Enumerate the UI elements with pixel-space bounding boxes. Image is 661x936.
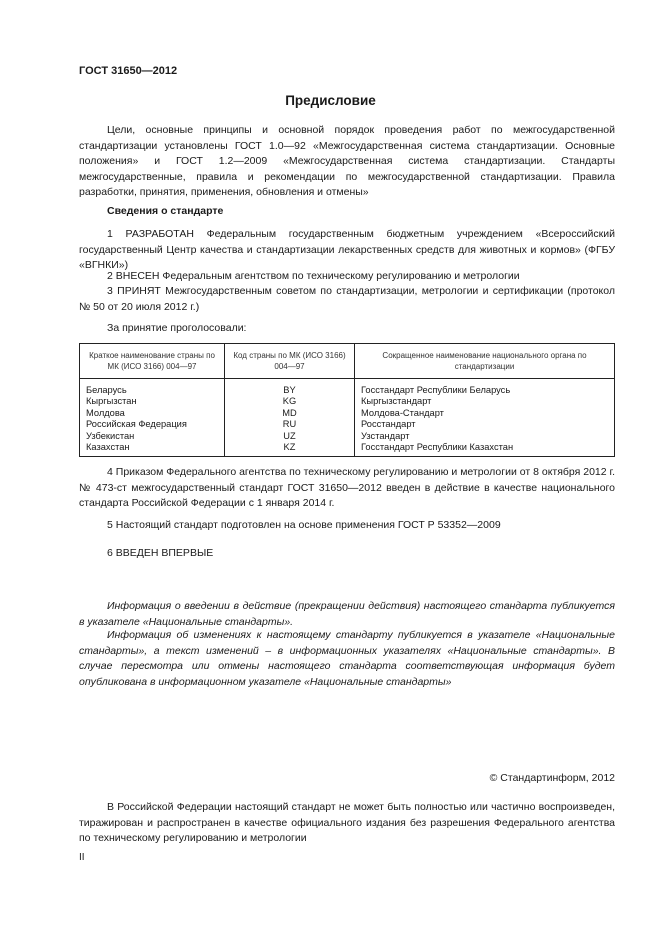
body-cell: Узстандарт bbox=[355, 431, 615, 442]
document-id: ГОСТ 31650—2012 bbox=[79, 65, 178, 77]
notice-changes: Информация об изменениях к настоящему стандарту публикуется в указателе «Национальные стандарты», а текст изменений – в информационных указателях «Национальные стандарты». В случае пересмотра или отмены настоящего стандарта соответствующая информация будет опубликована в информационном указателе «Национальные стандарты» bbox=[79, 629, 615, 688]
country-cell: Беларусь bbox=[80, 379, 225, 397]
code-cell: KG bbox=[225, 396, 355, 407]
standard-info-heading: Сведения о стандарте bbox=[107, 205, 224, 217]
body-cell: Госстандарт Республики Казахстан bbox=[355, 442, 615, 457]
notice-publication: Информация о введении в действие (прекращении действия) настоящего стандарта публикуется в указателе «Национальные стандарты». bbox=[79, 600, 615, 628]
body-cell: Кыргызстандарт bbox=[355, 396, 615, 407]
code-cell: MD bbox=[225, 408, 355, 419]
country-cell: Российская Федерация bbox=[80, 419, 225, 430]
item-developed: 1 РАЗРАБОТАН Федеральным государственным бюджетным учреждением «Всероссийский государственный Центр качества и стандартизации лекарственных средств для животных и кормов» (ФГБУ «ВГНКИ») bbox=[79, 228, 615, 271]
column-header-code: Код страны по МК (ИСО 3166) 004—97 bbox=[225, 344, 355, 379]
copyright: © Стандартинформ, 2012 bbox=[489, 772, 615, 784]
country-cell: Узбекистан bbox=[80, 431, 225, 442]
country-cell: Кыргызстан bbox=[80, 396, 225, 407]
code-cell: KZ bbox=[225, 442, 355, 457]
voting-table bbox=[79, 343, 615, 457]
item-introduced: 2 ВНЕСЕН Федеральным агентством по техническому регулированию и метрологии bbox=[107, 270, 520, 282]
body-cell: Молдова-Стандарт bbox=[355, 408, 615, 419]
table-row bbox=[80, 408, 615, 419]
page-title: Предисловие bbox=[285, 93, 376, 108]
rights-notice: В Российской Федерации настоящий стандарт не может быть полностью или частично воспроизведен, тиражирован и распространен в качестве официального издания без разрешения Федерального агентства по техническому регулированию и метрологии bbox=[79, 801, 615, 844]
code-cell: RU bbox=[225, 419, 355, 430]
table-header-row bbox=[80, 344, 615, 379]
item-basis: 5 Настоящий стандарт подготовлен на основе применения ГОСТ Р 53352—2009 bbox=[107, 519, 501, 531]
item-adopted: 3 ПРИНЯТ Межгосударственным советом по стандартизации, метрологии и сертификации (протокол № 50 от 20 июля 2012 г.) bbox=[79, 285, 615, 313]
body-cell: Госстандарт Республики Беларусь bbox=[355, 379, 615, 397]
country-cell: Казахстан bbox=[80, 442, 225, 457]
column-header-country: Краткое наименование страны по МК (ИСО 3166) 004—97 bbox=[80, 344, 225, 379]
column-header-body: Сокращенное наименование национального органа по стандартизации bbox=[355, 344, 615, 379]
item-enacted: 4 Приказом Федерального агентства по техническому регулированию и метрологии от 8 октября 2012 г. № 473-ст межгосударственный стандарт ГОСТ 31650—2012 введен в действие в качестве национального стандарта Российской Федерации с 1 января 2014 г. bbox=[79, 466, 615, 509]
body-cell: Росстандарт bbox=[355, 419, 615, 430]
voted-label: За принятие проголосовали: bbox=[107, 322, 247, 334]
table-row bbox=[80, 396, 615, 407]
code-cell: UZ bbox=[225, 431, 355, 442]
country-cell: Молдова bbox=[80, 408, 225, 419]
table-row bbox=[80, 442, 615, 457]
code-cell: BY bbox=[225, 379, 355, 397]
table-row bbox=[80, 431, 615, 442]
table-row bbox=[80, 379, 615, 397]
item-first-introduced: 6 ВВЕДЕН ВПЕРВЫЕ bbox=[107, 547, 214, 559]
page-number: II bbox=[79, 852, 85, 863]
table-row bbox=[80, 419, 615, 430]
intro-paragraph: Цели, основные принципы и основной порядок проведения работ по межгосударственной стандартизации установлены ГОСТ 1.0—92 «Межгосударственная система стандартизации. Основные положения» и ГОСТ 1.2—2009 «Межгосударственная система стандартизации. Стандарты межгосударственные, правила и рекомендации по межгосударственной стандартизации. Правила разработки, принятия, применения, обновления и отмены» bbox=[79, 124, 615, 198]
